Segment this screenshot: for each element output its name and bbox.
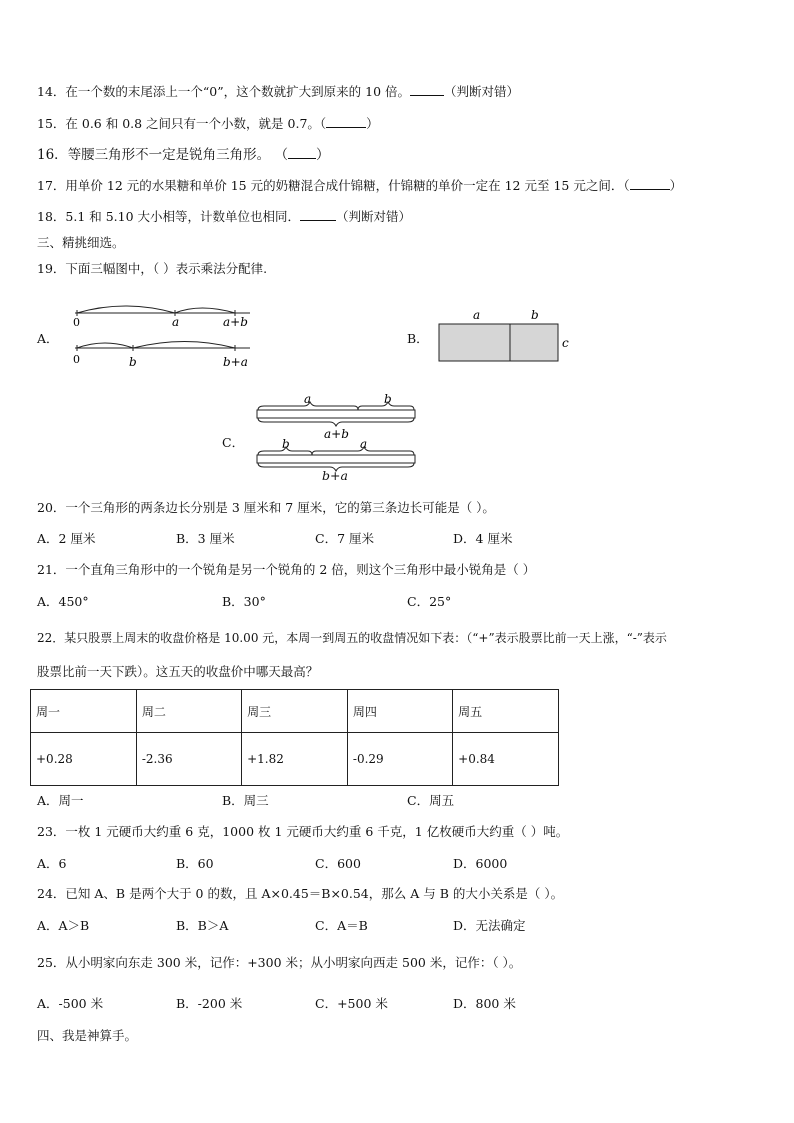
question-20 [37, 500, 495, 516]
question-22-line-2: 股票比前一天下跌）。这五天的收盘价中哪天最高？ [37, 664, 319, 679]
fig-a-zero-2: 0 [73, 353, 80, 366]
fig-a-zero-1: 0 [73, 316, 80, 329]
q23-option-c[interactable]: C．600 [315, 856, 361, 871]
table-header-cell: 周一 [31, 690, 137, 733]
option-b-label[interactable]: B． [407, 331, 429, 346]
fig-a-label-bpa: b+a [223, 355, 248, 369]
table-cell: +0.84 [453, 733, 559, 786]
question-text: 某只股票上周末的收盘价格是 10.00 元，本周一到周五的收盘情况如下表：（“+”表示股票比前一天上涨，“-”表示 [64, 631, 667, 645]
question-16 [37, 146, 329, 163]
question-text: 在一个数的末尾添上一个“0”，这个数就扩大到原来的 10 倍。 [65, 84, 410, 99]
q22-option-a[interactable]: A．周一 [37, 793, 84, 808]
question-14 [37, 83, 519, 100]
table-header-row [31, 690, 559, 733]
fig-a-label-a: a [172, 315, 180, 329]
fig-c-label-bpa: b+a [322, 468, 348, 483]
question-text: 下面三幅图中，（ ）表示乘法分配律. [65, 261, 268, 276]
q25-option-c[interactable]: C．+500 米 [315, 996, 388, 1011]
table-cell: -0.29 [347, 733, 452, 786]
question-number: 25． [37, 955, 66, 970]
question-19 [37, 261, 267, 277]
answer-blank[interactable] [300, 208, 336, 221]
q21-option-c[interactable]: C．25° [407, 594, 452, 609]
question-number: 19． [37, 261, 66, 276]
fig-c-label-b-top: b [384, 392, 392, 406]
q22-option-b[interactable]: B．周三 [222, 793, 269, 808]
question-text: 一枚 1 元硬币大约重 6 克，1000 枚 1 元硬币大约重 6 千克，1 亿枚硬币大约重（ ）吨。 [65, 824, 569, 839]
fig-a-label-apb: a+b [223, 315, 248, 329]
section-4-heading: 四、我是神算手。 [37, 1028, 138, 1043]
q20-option-a[interactable]: A．2 厘米 [37, 531, 96, 546]
q25-option-d[interactable]: D．800 米 [453, 996, 516, 1011]
fig-c-label-a-bottom: a [360, 437, 368, 451]
stock-table [30, 689, 559, 786]
question-15 [37, 115, 379, 132]
q21-option-b[interactable]: B．30° [222, 594, 266, 609]
question-number: 23． [37, 824, 66, 839]
question-suffix: ） [366, 116, 379, 131]
fig-a-label-b: b [129, 355, 137, 369]
question-17 [37, 177, 682, 194]
question-23 [37, 824, 568, 840]
question-suffix: （判断对错） [444, 84, 520, 99]
q23-option-d[interactable]: D．6000 [453, 856, 508, 871]
fig-b-label-b: b [531, 308, 539, 322]
fig-b-label-a: a [473, 308, 481, 322]
question-text: 在 0.6 和 0.8 之间只有一个小数，就是 0.7。（ [65, 116, 327, 131]
q20-option-c[interactable]: C．7 厘米 [315, 531, 374, 546]
question-text: 一个直角三角形中的一个锐角是另一个锐角的 2 倍，则这个三角形中最小锐角是（ ） [65, 562, 536, 577]
table-cell: +1.82 [242, 733, 348, 786]
fig-c-label-apb: a+b [324, 427, 349, 441]
question-text: 从小明家向东走 300 米，记作：+300 米；从小明家向西走 500 米，记作：（ ）。 [65, 955, 522, 970]
q24-option-b[interactable]: B．B＞A [176, 918, 229, 933]
q21-option-a[interactable]: A．450° [37, 594, 89, 609]
figure-a-number-lines [65, 295, 265, 375]
table-header-cell: 周三 [242, 690, 348, 733]
q23-option-b[interactable]: B．60 [176, 856, 214, 871]
q25-option-a[interactable]: A．-500 米 [37, 996, 104, 1011]
question-number: 14． [37, 84, 66, 99]
question-text: 一个三角形的两条边长分别是 3 厘米和 7 厘米，它的第三条边长可能是（ ）。 [65, 500, 495, 515]
table-header-cell: 周四 [347, 690, 452, 733]
fig-b-label-c: c [562, 336, 569, 350]
figure-c-segment-bars [250, 390, 425, 480]
section-3-heading: 三、精挑细选。 [37, 235, 125, 250]
question-text: 5.1 和 5.10 大小相等，计数单位也相同． [65, 209, 301, 224]
option-a-label[interactable]: A． [37, 331, 59, 346]
answer-blank[interactable] [288, 146, 316, 159]
q20-option-d[interactable]: D．4 厘米 [453, 531, 513, 546]
option-c-label[interactable]: C． [222, 435, 245, 450]
question-number: 17． [37, 178, 66, 193]
question-text: 已知 A、B 是两个大于 0 的数，且 A×0.45＝B×0.54，那么 A 与 B 的大小关系是（ ）。 [65, 886, 564, 901]
question-number: 15． [37, 116, 66, 131]
answer-blank[interactable] [326, 115, 366, 128]
answer-blank[interactable] [410, 83, 444, 96]
q24-option-d[interactable]: D．无法确定 [453, 918, 526, 933]
question-suffix: （判断对错） [336, 209, 412, 224]
question-24 [37, 886, 563, 902]
question-number: 18． [37, 209, 66, 224]
question-number: 20． [37, 500, 66, 515]
question-number: 24． [37, 886, 66, 901]
q24-option-a[interactable]: A．A＞B [37, 918, 90, 933]
question-18 [37, 208, 411, 225]
q20-option-b[interactable]: B．3 厘米 [176, 531, 235, 546]
question-21 [37, 562, 535, 578]
table-header-cell: 周五 [453, 690, 559, 733]
question-number: 22． [37, 631, 65, 645]
fig-c-label-b-bottom: b [282, 437, 290, 451]
question-suffix: ） [669, 178, 683, 193]
table-cell: +0.28 [31, 733, 137, 786]
question-text: 用单价 12 元的水果糖和单价 15 元的奶糖混合成什锦糖，什锦糖的单价一定在 12 元至 15 元之间．（ [65, 178, 630, 193]
q24-option-c[interactable]: C．A＝B [315, 918, 368, 933]
question-suffix: ） [315, 147, 330, 163]
question-25 [37, 955, 521, 971]
table-row [31, 733, 559, 786]
answer-blank[interactable] [630, 177, 670, 190]
table-header-cell: 周二 [136, 690, 241, 733]
q25-option-b[interactable]: B．-200 米 [176, 996, 243, 1011]
question-text: 等腰三角形不一定是锐角三角形。 （ [67, 147, 288, 163]
table-cell: -2.36 [136, 733, 241, 786]
q23-option-a[interactable]: A．6 [37, 856, 67, 871]
q22-option-c[interactable]: C．周五 [407, 793, 455, 808]
question-22-line-1 [37, 630, 667, 646]
fig-c-label-a-top: a [304, 392, 312, 406]
question-number: 16． [37, 147, 68, 163]
question-number: 21． [37, 562, 66, 577]
figure-b-area-model [430, 305, 580, 370]
